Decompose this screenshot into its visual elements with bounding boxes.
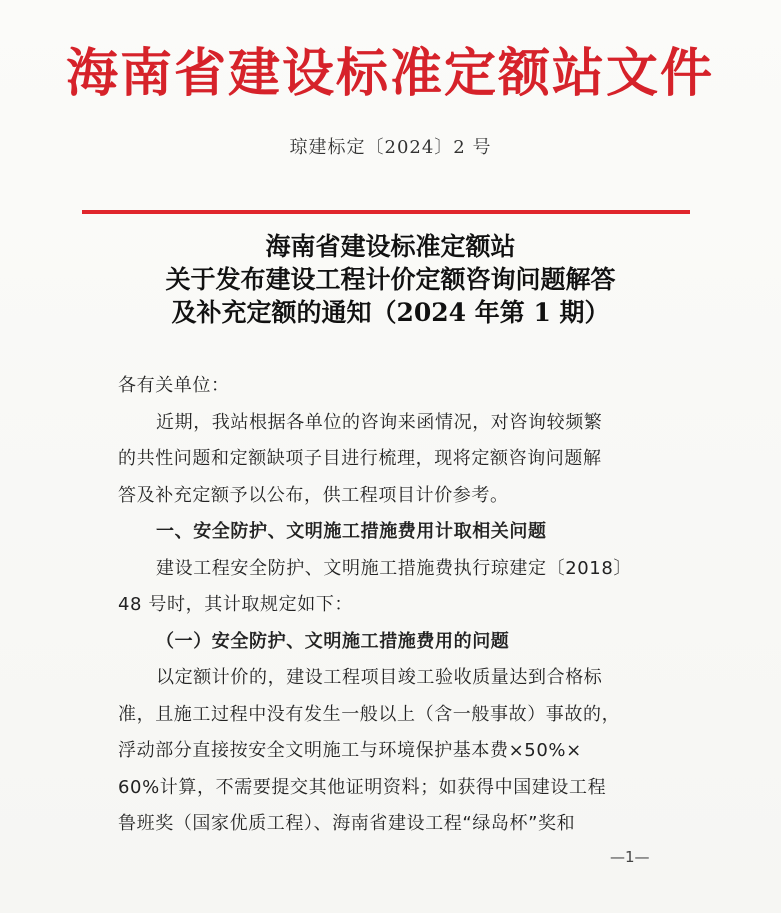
salutation: 各有关单位： xyxy=(118,375,230,396)
paragraph-line: 近期，我站根据各单位的咨询来函情况，对咨询较频繁 xyxy=(156,411,603,433)
document-number: 琼建标定〔2024〕2 号 xyxy=(289,137,492,158)
notice-title-line: 关于发布建设工程计价定额咨询问题解答 xyxy=(165,265,616,294)
notice-title-line: 及补充定额的通知（2024 年第 1 期） xyxy=(171,298,610,327)
paragraph-line: 鲁班奖（国家优质工程）、海南省建设工程“绿岛杯”奖和 xyxy=(118,813,576,834)
header-divider xyxy=(82,210,690,214)
paragraph-line: 48 号时，其计取规定如下： xyxy=(118,594,354,615)
subsection-heading: （一）安全防护、文明施工措施费用的问题 xyxy=(156,630,510,652)
page-number: —1— xyxy=(610,848,650,866)
paragraph-line: 建设工程安全防护、文明施工措施费执行琼建定〔2018〕 xyxy=(156,557,633,579)
paragraph-line: 答及补充定额予以公布，供工程项目计价参考。 xyxy=(118,484,509,506)
notice-title xyxy=(0,230,781,329)
paragraph-line: 60%计算，不需要提交其他证明资料；如获得中国建设工程 xyxy=(118,776,607,798)
document-header-title: 海南省建设标准定额站文件 xyxy=(65,44,714,104)
document-body xyxy=(118,368,663,843)
paragraph-line: 的共性问题和定额缺项子目进行梳理，现将定额咨询问题解 xyxy=(118,448,602,469)
notice-title-line: 海南省建设标准定额站 xyxy=(265,232,516,261)
paragraph-line: 准，且施工过程中没有发生一般以上（含一般事故）事故的， xyxy=(118,703,621,725)
paragraph-line: 浮动部分直接按安全文明施工与环境保护基本费×50%× xyxy=(118,740,582,761)
section-heading: 一、安全防护、文明施工措施费用计取相关问题 xyxy=(156,521,547,542)
paragraph-line: 以定额计价的，建设工程项目竣工验收质量达到合格标 xyxy=(156,667,603,688)
